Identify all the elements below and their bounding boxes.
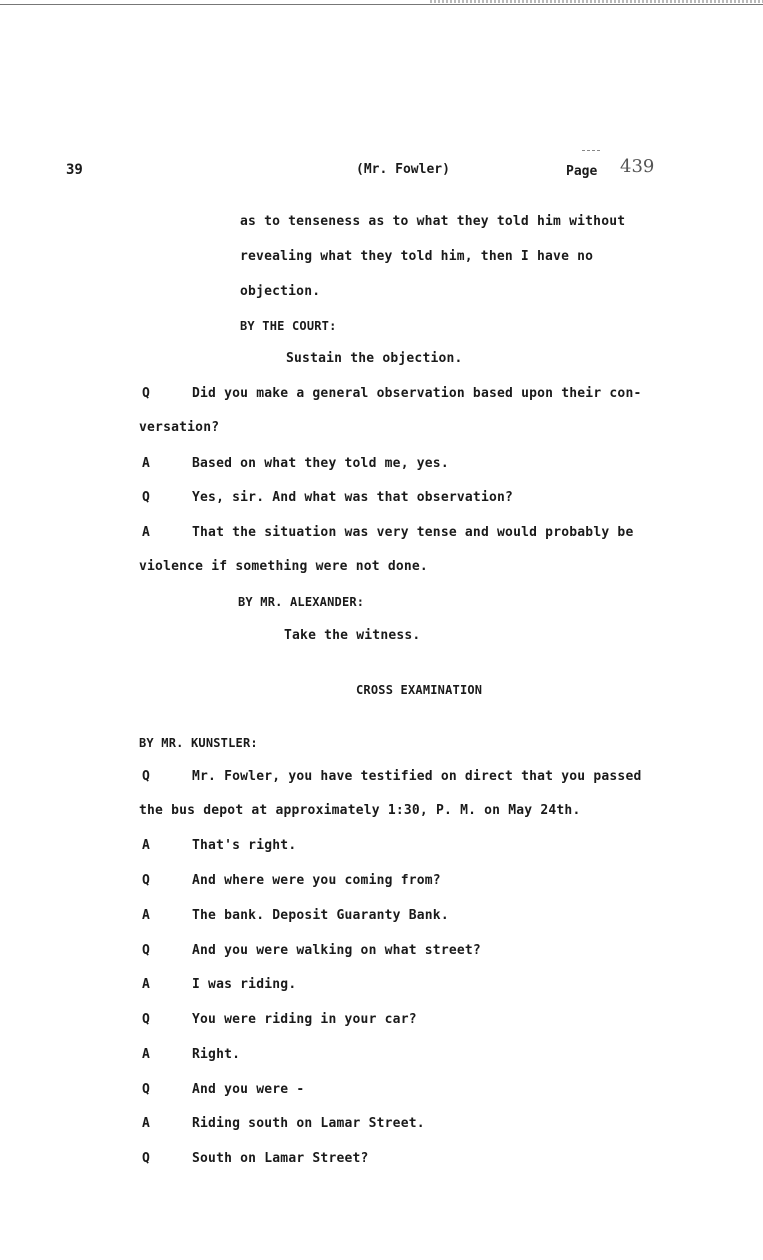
question-marker: Q bbox=[142, 386, 150, 401]
question-text: South on Lamar Street? bbox=[192, 1151, 369, 1166]
question-marker: Q bbox=[142, 1012, 150, 1027]
question-marker: Q bbox=[142, 943, 150, 958]
question-marker: Q bbox=[142, 769, 150, 784]
answer-text: Based on what they told me, yes. bbox=[192, 456, 449, 471]
question-marker: Q bbox=[142, 873, 150, 888]
answer-marker: A bbox=[142, 525, 150, 540]
question-text: And you were walking on what street? bbox=[192, 943, 481, 958]
line-number: 39 bbox=[66, 162, 83, 178]
page-number-mark bbox=[582, 150, 600, 153]
question-text: You were riding in your car? bbox=[192, 1012, 417, 1027]
page-number: 439 bbox=[620, 156, 655, 177]
answer-marker: A bbox=[142, 1047, 150, 1062]
question-text-cont: the bus depot at approximately 1:30, P. M. on May 24th. bbox=[139, 803, 581, 818]
answer-marker: A bbox=[142, 1116, 150, 1131]
page-top-rule bbox=[0, 4, 763, 5]
question-text: Did you make a general observation based upon their con- bbox=[192, 386, 642, 401]
section-heading: CROSS EXAMINATION bbox=[356, 683, 483, 697]
answer-text: Riding south on Lamar Street. bbox=[192, 1116, 425, 1131]
question-text: Mr. Fowler, you have testified on direct that you passed bbox=[192, 769, 642, 784]
transcript-line: Sustain the objection. bbox=[286, 351, 463, 366]
transcript-line: revealing what they told him, then I have no bbox=[240, 249, 594, 264]
transcript-line: Take the witness. bbox=[284, 628, 421, 643]
question-marker: Q bbox=[142, 1151, 150, 1166]
answer-marker: A bbox=[142, 838, 150, 853]
answer-marker: A bbox=[142, 977, 150, 992]
answer-text: The bank. Deposit Guaranty Bank. bbox=[192, 908, 449, 923]
speaker-heading: BY THE COURT: bbox=[240, 319, 337, 333]
question-marker: Q bbox=[142, 490, 150, 505]
question-text: And where were you coming from? bbox=[192, 873, 441, 888]
answer-marker: A bbox=[142, 908, 150, 923]
question-text: And you were - bbox=[192, 1082, 305, 1097]
witness-name: (Mr. Fowler) bbox=[356, 162, 450, 177]
speaker-heading: BY MR. ALEXANDER: bbox=[238, 595, 365, 609]
speaker-heading: BY MR. KUNSTLER: bbox=[139, 736, 258, 750]
answer-text-cont: violence if something were not done. bbox=[139, 559, 428, 574]
question-text-cont: versation? bbox=[139, 420, 220, 435]
page-top-scan-edge bbox=[430, 0, 763, 3]
question-text: Yes, sir. And what was that observation? bbox=[192, 490, 514, 505]
transcript-line: as to tenseness as to what they told him without bbox=[240, 214, 626, 229]
question-marker: Q bbox=[142, 1082, 150, 1097]
answer-marker: A bbox=[142, 456, 150, 471]
answer-text: Right. bbox=[192, 1047, 241, 1062]
page-label: Page bbox=[566, 164, 598, 179]
answer-text: That the situation was very tense and would probably be bbox=[192, 525, 634, 540]
answer-text: I was riding. bbox=[192, 977, 297, 992]
transcript-line: objection. bbox=[240, 284, 321, 299]
answer-text: That's right. bbox=[192, 838, 297, 853]
